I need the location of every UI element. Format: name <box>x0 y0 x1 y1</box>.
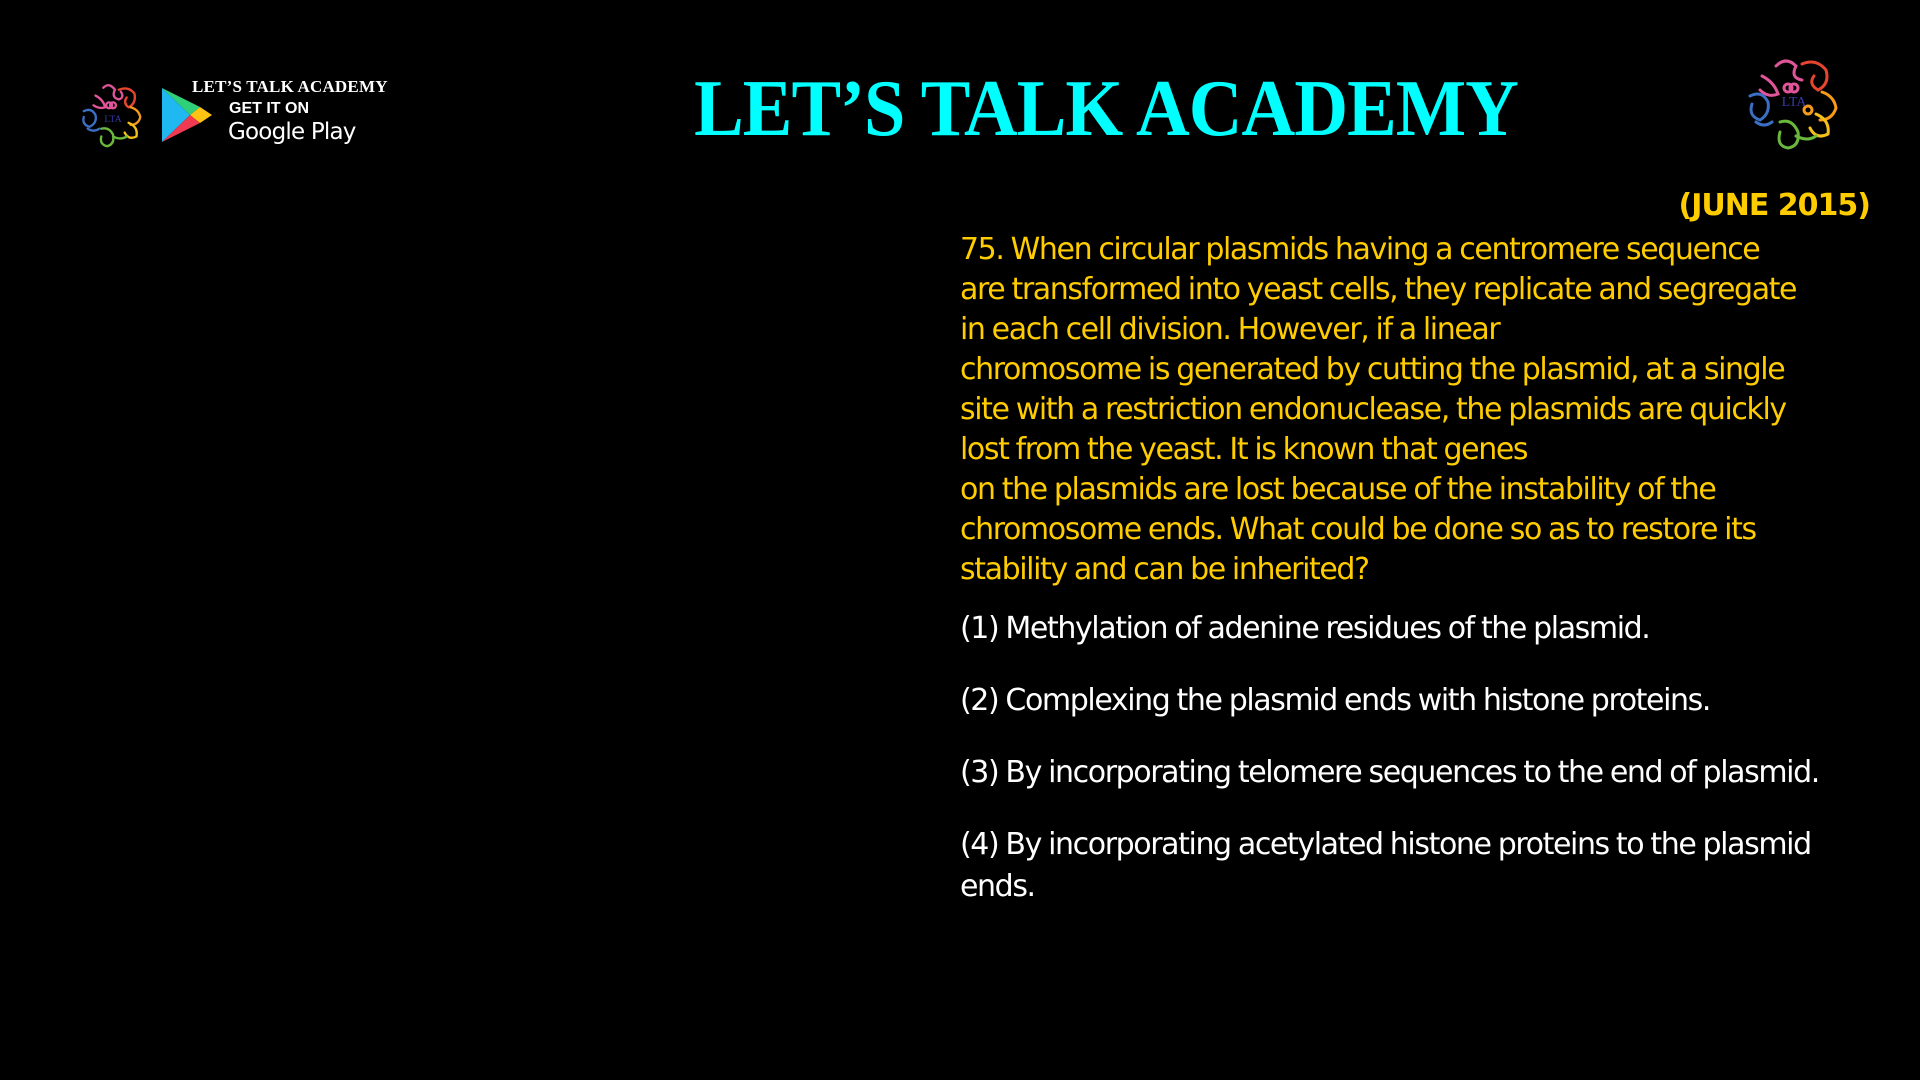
answer-option-2: (2) Complexing the plasmid ends with histone proteins. <box>960 683 1711 718</box>
badge-academy-name: LET’S TALK ACADEMY <box>192 77 388 96</box>
question-line: chromosome ends. What could be done so as to restore its <box>960 512 1756 547</box>
question-line: are transformed into yeast cells, they replicate and segregate <box>960 272 1797 307</box>
badge-get-it-on: GET IT ON <box>229 100 309 117</box>
exam-session-label: (JUNE 2015) <box>1678 188 1870 223</box>
question-line: in each cell division. However, if a linear <box>960 312 1500 347</box>
question-line: stability and can be inherited? <box>960 552 1369 587</box>
answer-option-3: (3) By incorporating telomere sequences to the end of plasmid. <box>960 755 1819 790</box>
page-title: LET’S TALK ACADEMY <box>694 65 1518 153</box>
question-line: on the plasmids are lost because of the instability of the <box>960 472 1716 507</box>
svg-text:LTA: LTA <box>1781 95 1807 110</box>
answer-option-4: (4) By incorporating acetylated histone proteins to the plasmid ends. <box>960 827 1811 904</box>
answer-options <box>960 608 1900 938</box>
lta-protein-logo-icon <box>1736 48 1854 160</box>
question-line: 75. When circular plasmids having a centromere sequence <box>960 232 1760 267</box>
answer-option-1: (1) Methylation of adenine residues of the plasmid. <box>960 611 1650 646</box>
svg-text:LTA: LTA <box>104 113 122 125</box>
badge-store-name: Google Play <box>228 119 356 145</box>
question-line: lost from the yeast. It is known that genes <box>960 432 1528 467</box>
question-text <box>960 230 1890 590</box>
question-line: chromosome is generated by cutting the plasmid, at a single <box>960 352 1785 387</box>
question-line: site with a restriction endonuclease, the plasmids are quickly <box>960 392 1786 427</box>
